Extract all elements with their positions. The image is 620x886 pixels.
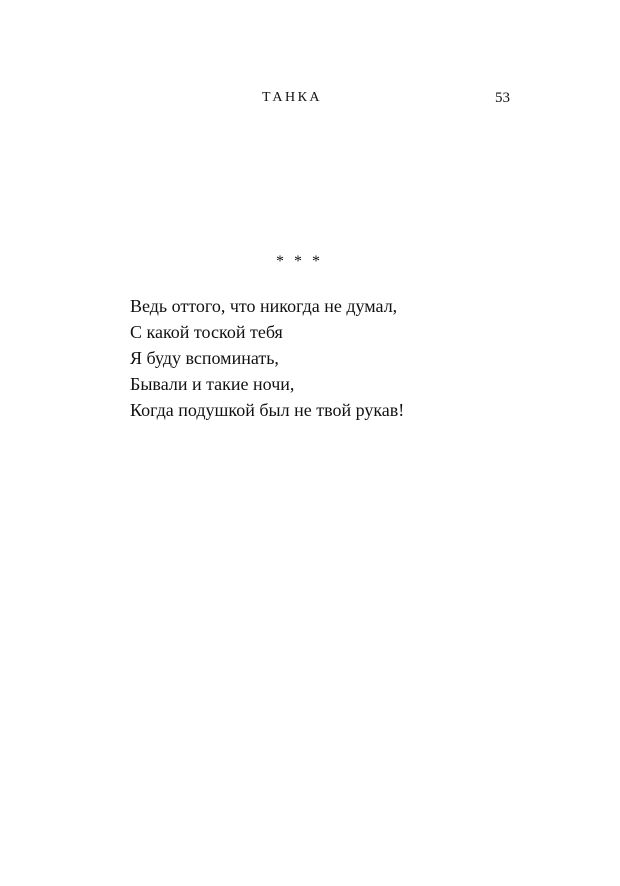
poem-line-3: Я буду вспоминать, — [130, 348, 279, 368]
poem-line-1: Ведь оттого, что никогда не думал, — [130, 296, 398, 316]
poem-line-2: С какой тоской тебя — [130, 322, 283, 342]
section-separator: * * * — [276, 253, 323, 270]
poem — [130, 293, 530, 423]
page-number: 53 — [495, 90, 510, 106]
poem-line-5: Когда подушкой был не твой рукав! — [130, 400, 405, 420]
poem-line-4: Бывали и такие ночи, — [130, 374, 295, 394]
running-header — [0, 90, 620, 114]
running-title: ТАНКА — [262, 90, 323, 105]
